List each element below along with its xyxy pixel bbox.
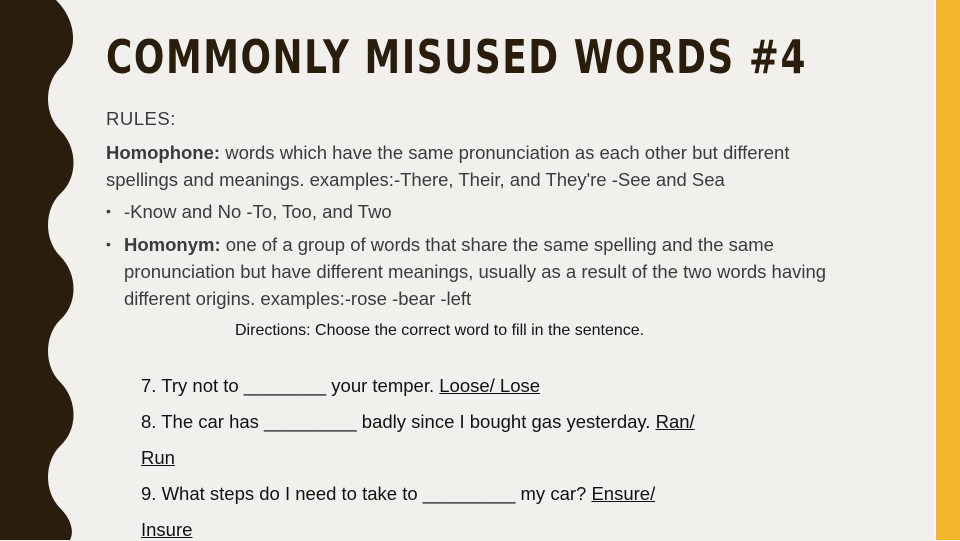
question-8-answer-b: Run <box>141 447 175 468</box>
homonym-line3: different origins. examples:-rose -bear -left <box>124 288 472 309</box>
bullet-text: -Know and No -To, Too, and Two <box>124 201 392 222</box>
question-9 <box>141 483 655 505</box>
bullet-dot: • <box>106 203 111 219</box>
homonym-paragraph <box>124 231 826 312</box>
question-7-answer: Loose/ Lose <box>439 375 541 396</box>
question-9-text: 9. What steps do I need to take to _________ my car? <box>141 483 592 504</box>
question-8-text: 8. The car has _________ badly since I bought gas yesterday. <box>141 411 656 432</box>
homonym-line2: pronunciation but have different meanings, usually as a result of the two words having <box>124 261 827 282</box>
homophone-paragraph <box>106 139 789 193</box>
question-7-text: 7. Try not to ________ your temper. <box>141 375 440 396</box>
homonym-line1: one of a group of words that share the same spelling and the same <box>220 234 774 255</box>
question-9-continued <box>141 519 192 541</box>
bullet-dot: • <box>106 236 111 252</box>
question-8 <box>141 411 695 433</box>
question-8-continued <box>141 447 175 469</box>
question-7 <box>141 375 540 397</box>
question-8-answer-a: Ran/ <box>655 411 695 432</box>
homophone-term: Homophone: <box>106 142 221 163</box>
question-9-answer-a: Ensure/ <box>591 483 656 504</box>
homonym-term: Homonym: <box>124 234 221 255</box>
question-9-answer-b: Insure <box>141 519 193 540</box>
rules-label: RULES: <box>106 108 176 129</box>
page-title: COMMONLY MISUSED WORDS #4 <box>106 30 808 84</box>
yellow-accent-bar <box>936 0 960 540</box>
homophone-definition-line2: spellings and meanings. examples:-There, Their, and They're -See and Sea <box>106 169 725 190</box>
homophone-definition-line1: words which have the same pronunciation as each other but different <box>220 142 790 163</box>
directions-text: Directions: Choose the correct word to fill in the sentence. <box>235 322 645 339</box>
wavy-left-band <box>0 0 80 540</box>
